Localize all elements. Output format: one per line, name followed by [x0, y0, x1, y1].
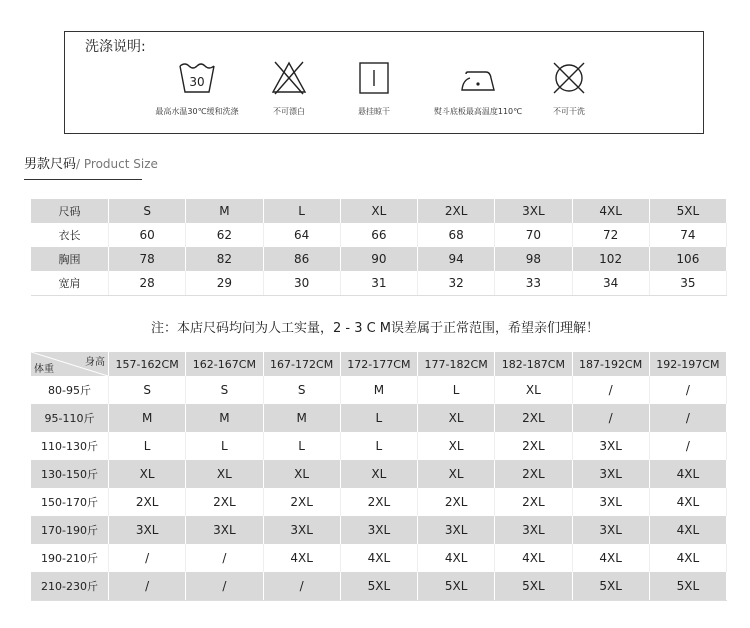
table-cell: S: [263, 376, 340, 404]
table-cell: /: [649, 376, 726, 404]
table-cell: 宽肩: [31, 271, 109, 296]
corner-cell: [31, 352, 109, 376]
table-cell: XL: [186, 460, 263, 488]
table-cell: S: [109, 199, 186, 223]
table-cell: 2XL: [495, 460, 572, 488]
table-cell: 34: [572, 271, 649, 296]
no-bleach-icon: [271, 60, 307, 96]
table-row: [31, 516, 727, 544]
table-cell: 130-150斤: [31, 460, 109, 488]
table-cell: 3XL: [109, 516, 186, 544]
table-cell: L: [109, 432, 186, 460]
table-cell: M: [263, 404, 340, 432]
table-cell: S: [186, 376, 263, 404]
table-cell: 68: [418, 223, 495, 247]
table-cell: 2XL: [109, 488, 186, 516]
table-cell: M: [186, 404, 263, 432]
table-cell: 192-197CM: [649, 352, 726, 376]
table-cell: 衣长: [31, 223, 109, 247]
table-cell: 82: [186, 247, 263, 271]
table-cell: 66: [340, 223, 417, 247]
table-cell: 3XL: [495, 516, 572, 544]
table-cell: 74: [649, 223, 726, 247]
table-row: [31, 488, 727, 516]
table-cell: 3XL: [186, 516, 263, 544]
no-dry-clean-label: 不可干洗: [553, 107, 585, 116]
table-cell: S: [109, 376, 186, 404]
table-cell: 2XL: [495, 488, 572, 516]
table-cell: 2XL: [340, 488, 417, 516]
table-cell: 5XL: [572, 572, 649, 601]
table-cell: 2XL: [495, 404, 572, 432]
table-cell: 3XL: [418, 516, 495, 544]
table-cell: XL: [418, 432, 495, 460]
table-cell: 172-177CM: [340, 352, 417, 376]
table-cell: 72: [572, 223, 649, 247]
table-cell: 5XL: [495, 572, 572, 601]
washing-title: 洗涤说明:: [85, 39, 146, 55]
table-cell: L: [263, 432, 340, 460]
table-cell: XL: [418, 460, 495, 488]
size-note: 注：本店尺码均问为人工实量，2 - 3 C M误差属于正常范围，希望亲们理解！: [150, 321, 600, 336]
table-cell: 3XL: [572, 432, 649, 460]
table-cell: 60: [109, 223, 186, 247]
table-cell: /: [186, 544, 263, 572]
fit-table: [31, 352, 727, 601]
size-table: [31, 199, 727, 296]
table-cell: 157-162CM: [109, 352, 186, 376]
table-cell: 170-190斤: [31, 516, 109, 544]
table-cell: 102: [572, 247, 649, 271]
wash-30-icon: [177, 60, 217, 96]
table-cell: 4XL: [495, 544, 572, 572]
table-cell: /: [109, 544, 186, 572]
table-cell: L: [418, 376, 495, 404]
table-cell: 4XL: [418, 544, 495, 572]
table-row: [31, 404, 727, 432]
table-row: [31, 223, 727, 247]
table-cell: 95-110斤: [31, 404, 109, 432]
table-cell: XL: [109, 460, 186, 488]
table-cell: 2XL: [186, 488, 263, 516]
table-cell: 4XL: [649, 460, 726, 488]
corner-weight-label: 体重: [34, 364, 54, 375]
iron-label: 熨斗底板最高温度110℃: [433, 107, 523, 116]
table-cell: 78: [109, 247, 186, 271]
table-row: [31, 199, 727, 223]
table-cell: 3XL: [572, 488, 649, 516]
no-dry-clean-icon: [551, 60, 587, 96]
table-cell: 2XL: [418, 488, 495, 516]
table-cell: 90: [340, 247, 417, 271]
table-cell: /: [186, 572, 263, 601]
table-cell: M: [186, 199, 263, 223]
table-cell: 150-170斤: [31, 488, 109, 516]
table-cell: 110-130斤: [31, 432, 109, 460]
table-cell: 32: [418, 271, 495, 296]
wash-30-label: 最高水温30℃缓和洗涤: [155, 107, 239, 116]
table-cell: M: [340, 376, 417, 404]
table-row: [31, 352, 727, 376]
table-cell: 29: [186, 271, 263, 296]
table-cell: 3XL: [263, 516, 340, 544]
table-cell: 4XL: [572, 199, 649, 223]
hang-dry-label: 悬挂晾干: [358, 107, 390, 116]
table-cell: XL: [418, 404, 495, 432]
section-title: [24, 153, 158, 172]
corner-height-label: 身高: [85, 357, 105, 368]
table-cell: /: [572, 404, 649, 432]
table-cell: 30: [263, 271, 340, 296]
table-cell: /: [263, 572, 340, 601]
svg-text:30: 30: [189, 75, 205, 89]
table-row: [31, 544, 727, 572]
table-row: [31, 572, 727, 601]
table-cell: 80-95斤: [31, 376, 109, 404]
table-cell: 尺码: [31, 199, 109, 223]
table-cell: /: [109, 572, 186, 601]
table-cell: 70: [495, 223, 572, 247]
table-cell: 4XL: [649, 544, 726, 572]
table-cell: 182-187CM: [495, 352, 572, 376]
table-cell: 5XL: [649, 572, 726, 601]
section-title-en: / Product Size: [76, 157, 158, 171]
table-cell: 3XL: [572, 516, 649, 544]
table-cell: 28: [109, 271, 186, 296]
table-cell: 胸围: [31, 247, 109, 271]
table-cell: 3XL: [340, 516, 417, 544]
table-cell: 33: [495, 271, 572, 296]
table-cell: 2XL: [495, 432, 572, 460]
table-cell: 98: [495, 247, 572, 271]
table-cell: M: [109, 404, 186, 432]
table-row: [31, 376, 727, 404]
no-bleach-label: 不可漂白: [273, 107, 305, 116]
table-row: [31, 432, 727, 460]
table-cell: XL: [340, 199, 417, 223]
iron-icon: [458, 60, 498, 96]
table-cell: 177-182CM: [418, 352, 495, 376]
table-cell: 86: [263, 247, 340, 271]
table-row: [31, 247, 727, 271]
table-cell: 4XL: [572, 544, 649, 572]
table-cell: 5XL: [340, 572, 417, 601]
table-cell: 35: [649, 271, 726, 296]
table-cell: XL: [340, 460, 417, 488]
section-title-cn: 男款尺码: [24, 157, 77, 172]
hang-dry-icon: [358, 60, 390, 96]
table-cell: 5XL: [418, 572, 495, 601]
table-cell: 62: [186, 223, 263, 247]
table-row: [31, 271, 727, 296]
table-cell: 64: [263, 223, 340, 247]
table-cell: 4XL: [340, 544, 417, 572]
table-cell: 4XL: [649, 516, 726, 544]
table-cell: 162-167CM: [186, 352, 263, 376]
table-cell: 4XL: [263, 544, 340, 572]
table-cell: 3XL: [495, 199, 572, 223]
section-underline: [24, 179, 142, 180]
table-row: [31, 460, 727, 488]
table-cell: L: [263, 199, 340, 223]
table-cell: 106: [649, 247, 726, 271]
table-cell: /: [572, 376, 649, 404]
table-cell: L: [340, 432, 417, 460]
washing-instructions-box: [64, 31, 704, 134]
table-cell: L: [340, 404, 417, 432]
table-cell: 2XL: [418, 199, 495, 223]
table-cell: /: [649, 432, 726, 460]
table-cell: L: [186, 432, 263, 460]
table-cell: 31: [340, 271, 417, 296]
table-cell: 2XL: [263, 488, 340, 516]
table-cell: 3XL: [572, 460, 649, 488]
table-cell: 210-230斤: [31, 572, 109, 601]
table-cell: 187-192CM: [572, 352, 649, 376]
table-cell: 167-172CM: [263, 352, 340, 376]
table-cell: XL: [495, 376, 572, 404]
table-cell: 190-210斤: [31, 544, 109, 572]
table-cell: XL: [263, 460, 340, 488]
table-cell: 94: [418, 247, 495, 271]
table-cell: 4XL: [649, 488, 726, 516]
table-cell: 5XL: [649, 199, 726, 223]
table-cell: /: [649, 404, 726, 432]
